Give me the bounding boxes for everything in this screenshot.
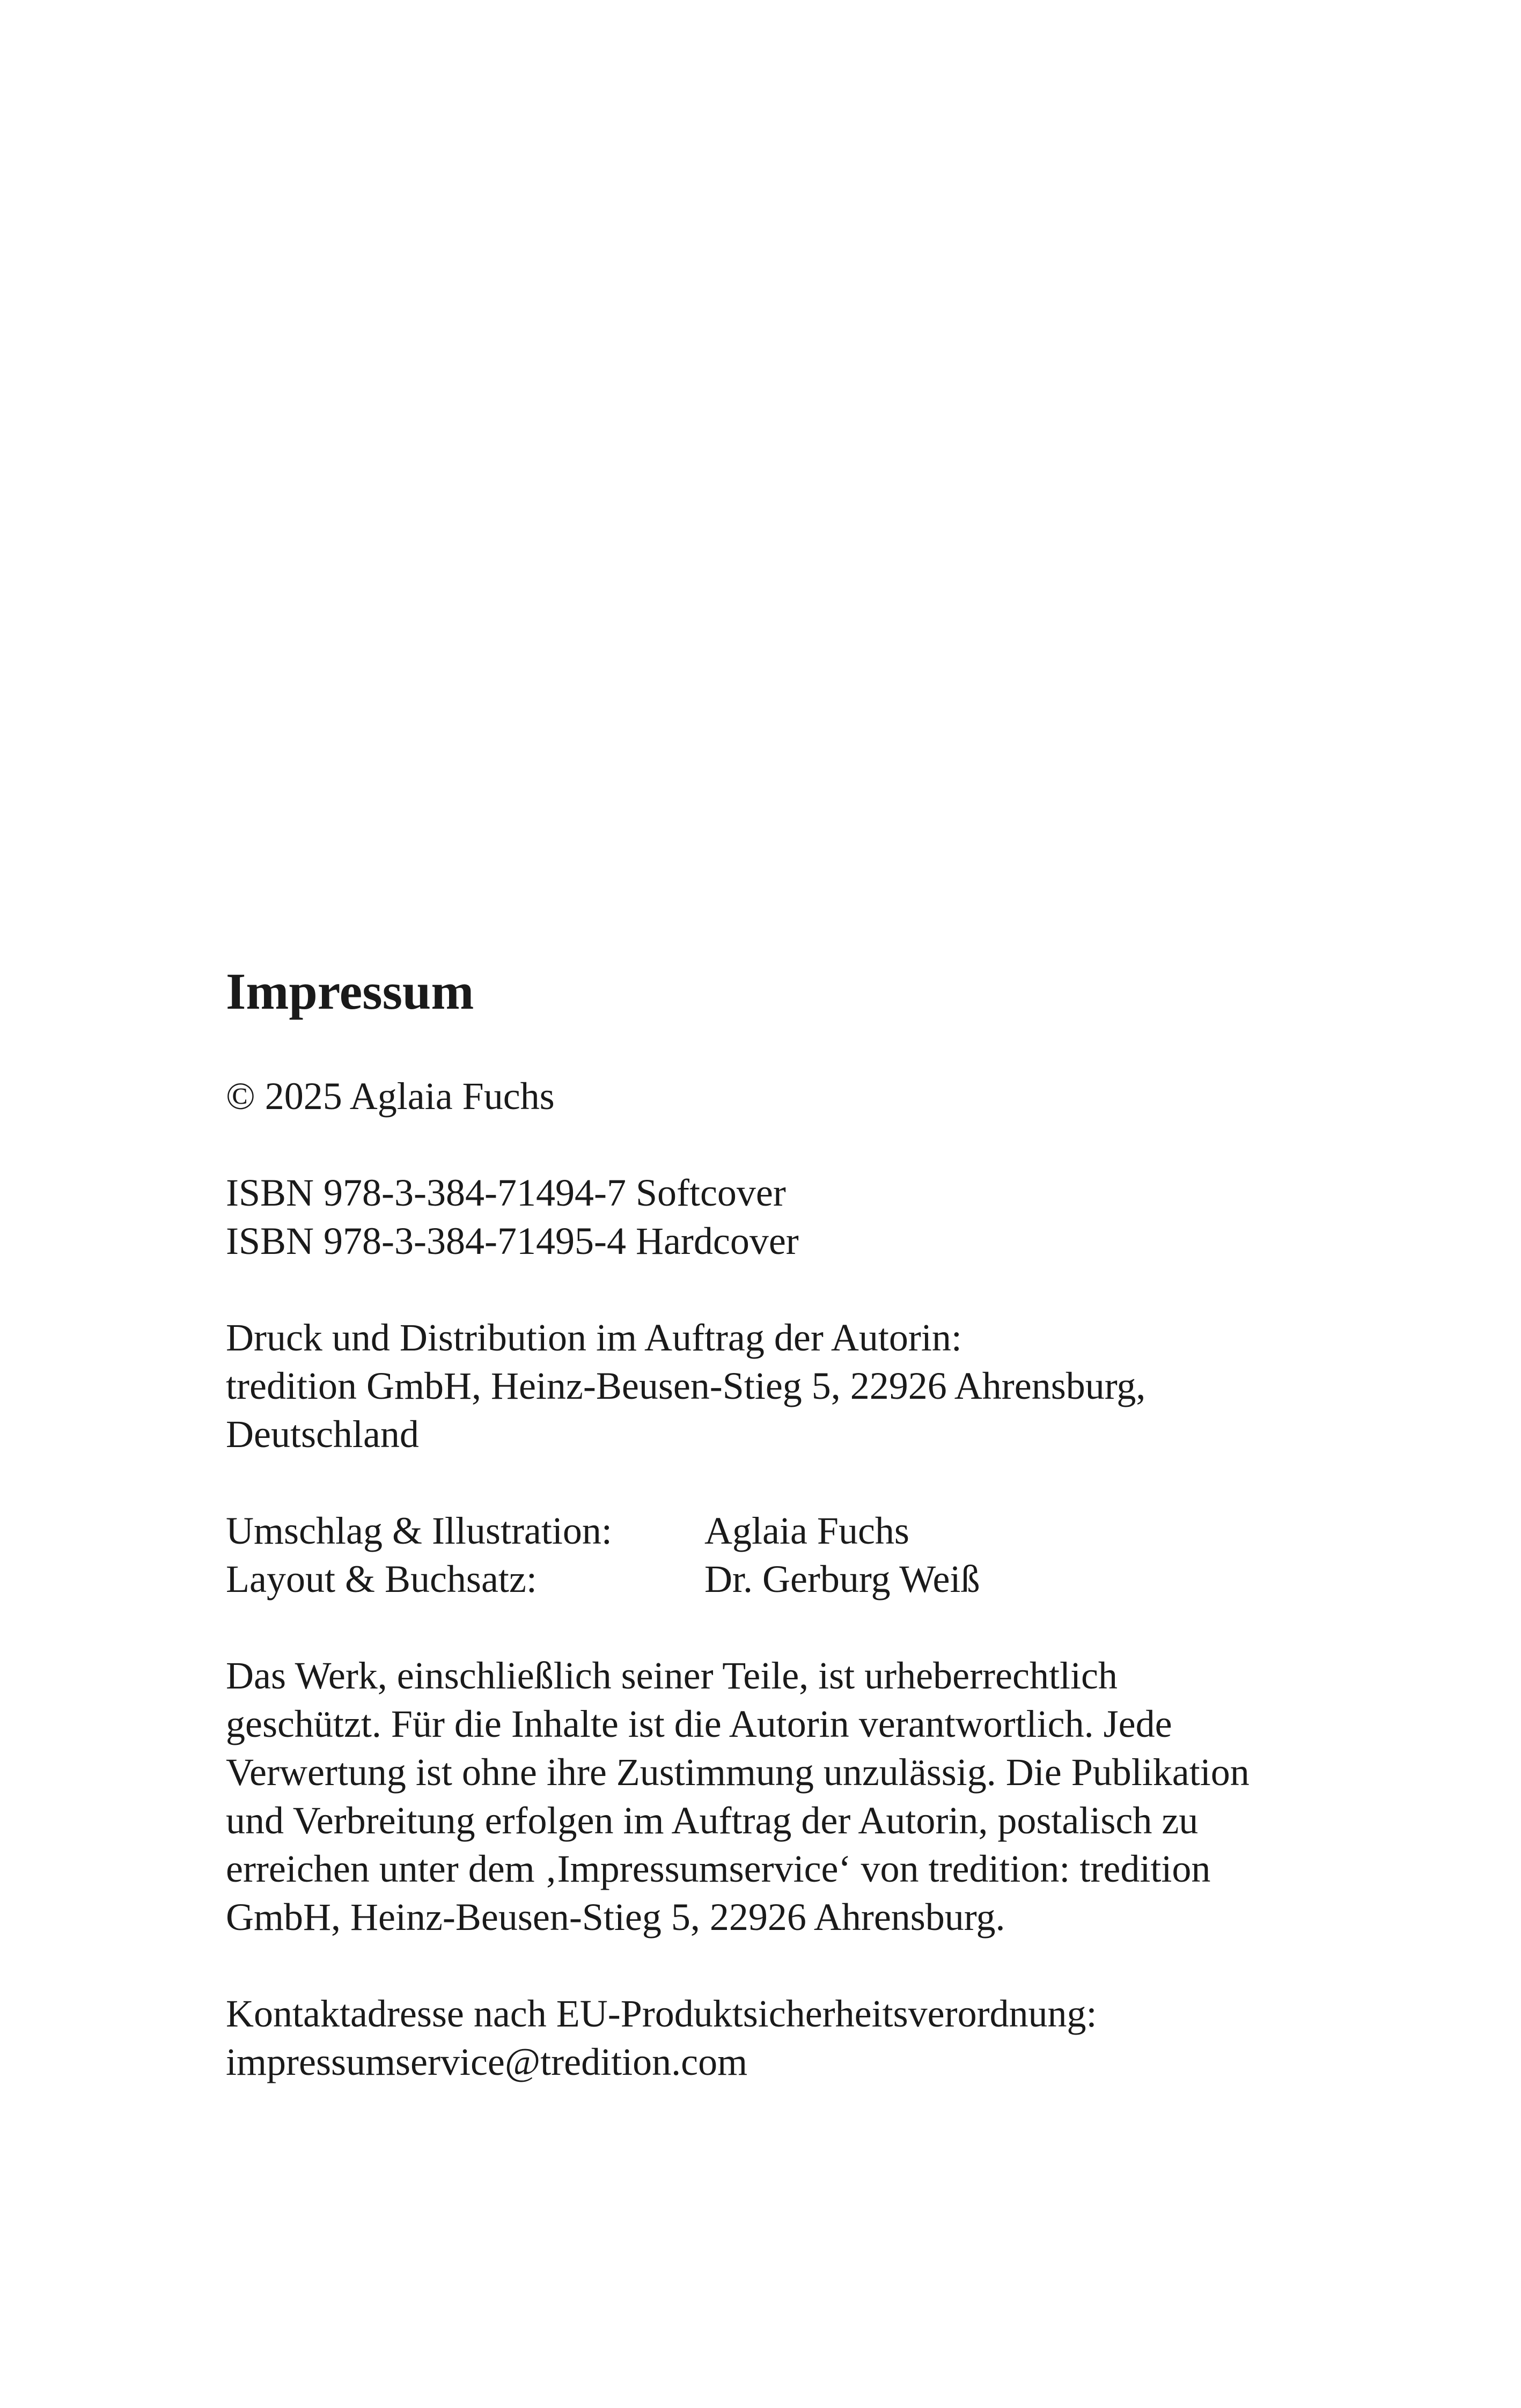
contact-email: impressumservice@tredition.com: [226, 2040, 748, 2083]
credit-role: Umschlag & Illustration:: [226, 1509, 612, 1552]
legal-notice: [226, 1651, 1299, 1941]
distribution-line: Druck und Distribution im Auftrag der Autorin:: [226, 1316, 962, 1359]
copyright-notice: [226, 1072, 1299, 1120]
isbn-softcover: ISBN 978-3-384-71494-7 Softcover: [226, 1171, 786, 1214]
credit-row-layout: [226, 1555, 1299, 1603]
copyright-line: © 2025 Aglaia Fuchs: [226, 1075, 555, 1118]
legal-line: erreichen unter dem ‚Impressumservice‘ von tredition: tredition: [226, 1847, 1211, 1890]
credit-person: Aglaia Fuchs: [704, 1509, 909, 1552]
isbn-hardcover: ISBN 978-3-384-71495-4 Hardcover: [226, 1220, 799, 1262]
distribution-line: tredition GmbH, Heinz-Beusen-Stieg 5, 22926 Ahrensburg,: [226, 1364, 1146, 1407]
contact-block: [226, 1989, 1299, 2086]
legal-line: geschützt. Für die Inhalte ist die Autorin verantwortlich. Jede: [226, 1702, 1172, 1745]
credit-person: Dr. Gerburg Weiß: [704, 1558, 980, 1601]
imprint-page: [226, 963, 1299, 2086]
distribution-line: Deutschland: [226, 1413, 419, 1456]
distribution-block: [226, 1313, 1299, 1458]
credit-row-cover: [226, 1507, 1299, 1555]
page-title: Impressum: [226, 963, 474, 1020]
legal-line: Verwertung ist ohne ihre Zustimmung unzulässig. Die Publikation: [226, 1751, 1250, 1794]
contact-label: Kontaktadresse nach EU-Produktsicherheitsverordnung:: [226, 1992, 1097, 2035]
credits-block: [226, 1507, 1299, 1603]
isbn-block: [226, 1169, 1299, 1265]
legal-line: GmbH, Heinz-Beusen-Stieg 5, 22926 Ahrensburg.: [226, 1896, 1005, 1939]
legal-line: und Verbreitung erfolgen im Auftrag der Autorin, postalisch zu: [226, 1799, 1199, 1842]
credit-role: Layout & Buchsatz:: [226, 1558, 537, 1601]
legal-line: Das Werk, einschließlich seiner Teile, ist urheberrechtlich: [226, 1654, 1118, 1697]
